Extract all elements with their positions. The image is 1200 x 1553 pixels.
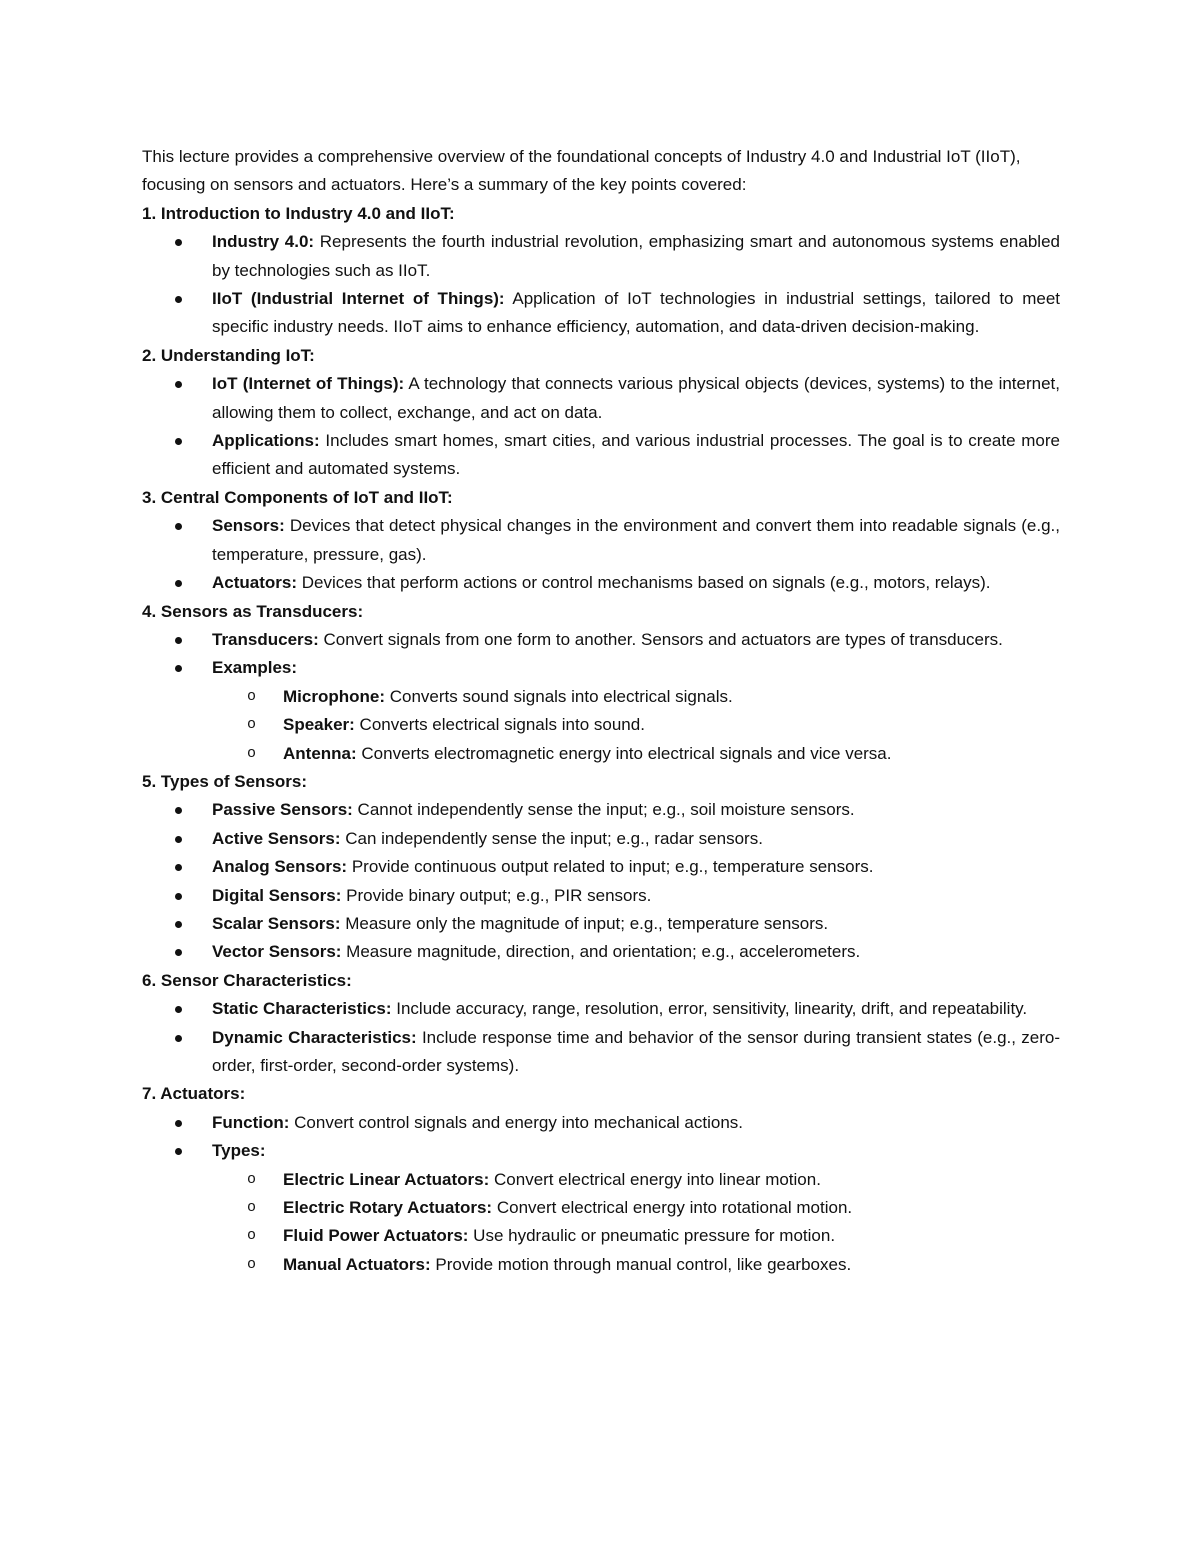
bullet-list (142, 796, 1060, 966)
section-title: 5. Types of Sensors: (142, 771, 308, 791)
item-term: Speaker: (283, 715, 355, 735)
item-text: Application of IoT technologies in industrial settings, tailored to meet specific industry needs. IIoT aims to enhance efficiency, automation, and data-driven decision-making. (212, 289, 1061, 337)
list-item (142, 825, 1060, 853)
item-text: Use hydraulic or pneumatic pressure for motion. (468, 1226, 836, 1246)
item-term: Types: (212, 1141, 266, 1161)
sub-list-item (142, 1194, 1060, 1222)
item-text: Provide binary output; e.g., PIR sensors. (341, 885, 652, 905)
item-text: Measure magnitude, direction, and orientation; e.g., accelerometers. (341, 942, 861, 962)
bullet-list (142, 228, 1060, 342)
item-text: A technology that connects various physical objects (devices, systems) to the internet, allowing them to collect, exchange, and act on data. (212, 374, 1060, 422)
item-text: Can independently sense the input; e.g., radar sensors. (340, 828, 763, 848)
section-3 (142, 484, 1060, 598)
item-text: Includes smart homes, smart cities, and various industrial processes. The goal is to create more efficient and automated systems. (212, 431, 1060, 479)
section-4 (142, 598, 1060, 768)
list-item (142, 285, 1060, 342)
item-term: Antenna: (283, 743, 357, 763)
item-term: Analog Sensors: (212, 857, 348, 877)
item-text: Converts electromagnetic energy into electrical signals and vice versa. (356, 743, 892, 763)
item-text: Provide continuous output related to input; e.g., temperature sensors. (347, 857, 874, 877)
item-term: Dynamic Characteristics: (212, 1027, 417, 1047)
item-text: Convert signals from one form to another. Sensors and actuators are types of transducers. (318, 629, 1003, 649)
item-text: Measure only the magnitude of input; e.g., temperature sensors. (340, 913, 829, 933)
list-item (142, 1024, 1060, 1081)
bullet-list (142, 626, 1060, 683)
item-text: Provide motion through manual control, like gearboxes. (430, 1254, 852, 1274)
item-term: Static Characteristics: (212, 999, 392, 1019)
section-1 (142, 200, 1060, 342)
item-text: Represents the fourth industrial revolution, emphasizing smart and autonomous systems enabled by technologies such as IIoT. (212, 232, 1060, 280)
section-6 (142, 967, 1060, 1081)
list-item (142, 882, 1060, 910)
list-item (142, 654, 1060, 682)
list-item (142, 910, 1060, 938)
list-item (142, 626, 1060, 654)
item-term: IIoT (Industrial Internet of Things): (212, 289, 505, 309)
sub-list-item (142, 683, 1060, 711)
list-item (142, 853, 1060, 881)
list-item (142, 370, 1060, 427)
item-term: Actuators: (212, 573, 298, 593)
section-title: 4. Sensors as Transducers: (142, 601, 364, 621)
sub-list-item (142, 711, 1060, 739)
item-term: Applications: (212, 431, 320, 451)
bullet-list (142, 1109, 1060, 1166)
item-text: Include accuracy, range, resolution, error, sensitivity, linearity, drift, and repeatability. (391, 999, 1028, 1019)
sub-list (142, 1166, 1060, 1280)
item-term: Digital Sensors: (212, 885, 342, 905)
section-title: 1. Introduction to Industry 4.0 and IIoT: (142, 203, 455, 223)
section-title: 7. Actuators: (142, 1084, 246, 1104)
bullet-list (142, 995, 1060, 1080)
list-item (142, 1109, 1060, 1137)
item-term: Examples: (212, 658, 298, 678)
sub-list-item (142, 1222, 1060, 1250)
list-item (142, 512, 1060, 569)
item-text: Cannot independently sense the input; e.g., soil moisture sensors. (352, 800, 855, 820)
list-item (142, 796, 1060, 824)
list-item (142, 427, 1060, 484)
section-5 (142, 768, 1060, 967)
item-term: Scalar Sensors: (212, 913, 341, 933)
sub-list-item (142, 740, 1060, 768)
item-term: Sensors: (212, 516, 285, 536)
bullet-list (142, 512, 1060, 597)
list-item (142, 228, 1060, 285)
intro-paragraph: This lecture provides a comprehensive overview of the foundational concepts of Industry 4.0 and Industrial IoT (IIoT), focusing on sensors and actuators. Here’s a summary of the key points covered: (142, 147, 1021, 195)
sub-list (142, 683, 1060, 768)
item-text: Convert electrical energy into linear motion. (489, 1169, 821, 1189)
section-title: 2. Understanding IoT: (142, 345, 315, 365)
sub-list-item (142, 1166, 1060, 1194)
item-term: Industry 4.0: (212, 232, 315, 252)
sub-list-item (142, 1251, 1060, 1279)
section-title: 3. Central Components of IoT and IIoT: (142, 487, 453, 507)
item-term: Manual Actuators: (283, 1254, 431, 1274)
item-term: Electric Linear Actuators: (283, 1169, 490, 1189)
item-term: Transducers: (212, 629, 319, 649)
list-item (142, 995, 1060, 1023)
item-text: Convert electrical energy into rotational motion. (492, 1198, 853, 1218)
item-term: Electric Rotary Actuators: (283, 1198, 493, 1218)
item-term: Passive Sensors: (212, 800, 353, 820)
list-item (142, 938, 1060, 966)
section-title: 6. Sensor Characteristics: (142, 970, 352, 990)
section-2 (142, 342, 1060, 484)
section-7 (142, 1080, 1060, 1279)
item-term: Fluid Power Actuators: (283, 1226, 469, 1246)
list-item (142, 569, 1060, 597)
item-text: Devices that perform actions or control mechanisms based on signals (e.g., motors, relays). (297, 573, 991, 593)
item-term: Vector Sensors: (212, 942, 342, 962)
item-term: Active Sensors: (212, 828, 341, 848)
item-text: Devices that detect physical changes in the environment and convert them into readable signals (e.g., temperature, pressure, gas). (212, 516, 1060, 564)
item-text: Include response time and behavior of the sensor during transient states (e.g., zero-order, first-order, second-order systems). (212, 1027, 1061, 1075)
item-text: Converts electrical signals into sound. (354, 715, 645, 735)
item-term: Function: (212, 1112, 290, 1132)
item-term: IoT (Internet of Things): (212, 374, 405, 394)
item-text: Converts sound signals into electrical signals. (385, 686, 733, 706)
item-term: Microphone: (283, 686, 385, 706)
list-item (142, 1137, 1060, 1165)
bullet-list (142, 370, 1060, 484)
item-text: Convert control signals and energy into mechanical actions. (289, 1112, 744, 1132)
document-page (142, 143, 1060, 1279)
